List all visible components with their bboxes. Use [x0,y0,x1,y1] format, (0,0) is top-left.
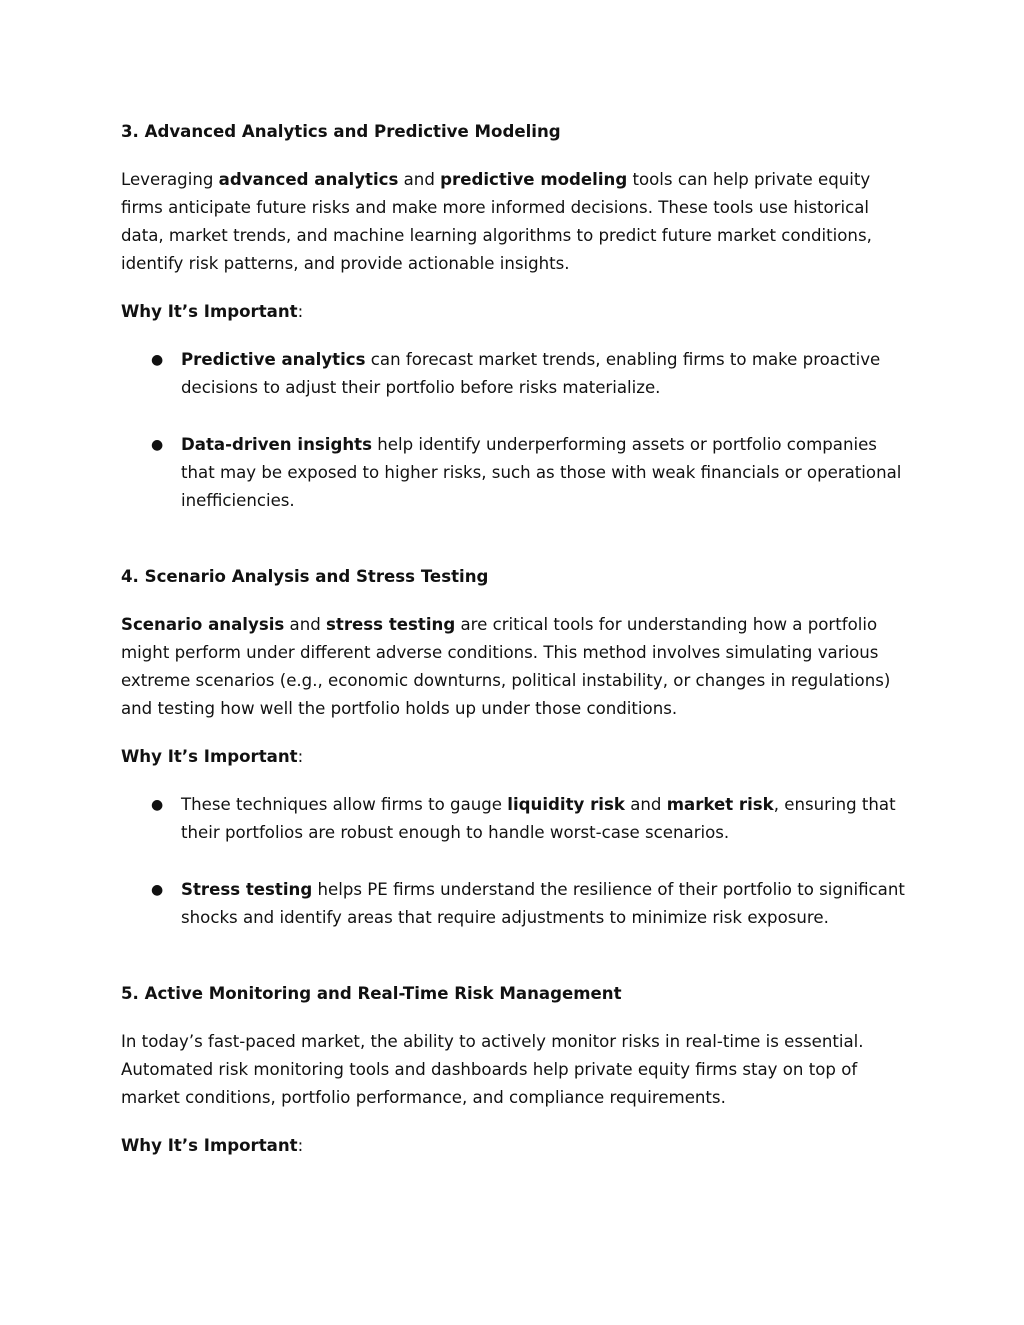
text-run: and [398,170,441,189]
text-run: These techniques allow firms to gauge [181,795,508,814]
bullet-icon: ● [151,797,164,813]
list-item [121,791,911,847]
bullet-icon: ● [151,437,164,453]
why-important-line [121,1132,911,1160]
text-run: are critical tools for understanding how a portfolio might perform under different adverse conditions. This method involves simulating various extreme scenarios (e.g., economic downturns, political instability, or changes in regulations) and testing how well the portfolio holds up under those conditions. [121,615,891,718]
colon: : [297,747,304,766]
bullet-icon: ● [151,352,164,368]
text-run: helps PE firms understand the resilience of their portfolio to significant shocks and identify areas that require adjustments to minimize risk exposure. [181,880,905,927]
why-important-line [121,298,911,326]
text-run: In today’s fast-paced market, the ability to actively monitor risks in real-time is essential. Automated risk monitoring tools and dashboards help private equity firms stay on top of market conditions, portfolio performance, and compliance requirements. [121,1032,864,1107]
text-run: , ensuring that their portfolios are robust enough to handle worst-case scenarios. [181,795,896,842]
why-important-line [121,743,911,771]
list-item-text [181,435,901,510]
section-paragraph [121,1028,911,1112]
list-item-text [181,880,905,927]
text-run: tools can help private equity firms anticipate future risks and make more informed decisions. These tools use historical data, market trends, and machine learning algorithms to predict future market conditions, identify risk patterns, and provide actionable insights. [121,170,872,273]
bullet-icon: ● [151,882,164,898]
list-item [121,431,911,515]
bold-term: Scenario analysis [121,615,285,634]
text-run: help identify underperforming assets or portfolio companies that may be exposed to higher risks, such as those with weak financials or operational inefficiencies. [181,435,902,510]
section-heading: 3. Advanced Analytics and Predictive Modeling [121,122,561,141]
why-important-label: Why It’s Important [121,302,298,321]
text-run: and [624,795,667,814]
bold-term: stress testing [326,615,456,634]
section-heading: 5. Active Monitoring and Real-Time Risk Management [121,984,622,1003]
bold-term: Data-driven insights [181,435,372,454]
list-item [121,346,911,402]
text-run: Leveraging [121,170,219,189]
bold-term: Predictive analytics [181,350,366,369]
bullet-list [121,791,911,932]
colon: : [297,1136,304,1155]
text-run: can forecast market trends, enabling firms to make proactive decisions to adjust their portfolio before risks materialize. [181,350,881,397]
bold-term: Stress testing [181,880,313,899]
list-item-text [181,795,896,842]
bold-term: advanced analytics [218,170,399,189]
bold-term: liquidity risk [507,795,625,814]
bold-term: predictive modeling [440,170,628,189]
list-item-text [181,350,880,397]
section-paragraph [121,611,911,723]
document-page [121,118,911,1160]
why-important-label: Why It’s Important [121,747,298,766]
colon: : [297,302,304,321]
list-item [121,876,911,932]
section-paragraph [121,166,911,278]
why-important-label: Why It’s Important [121,1136,298,1155]
section-heading: 4. Scenario Analysis and Stress Testing [121,567,489,586]
text-run: and [284,615,327,634]
bold-term: market risk [666,795,774,814]
bullet-list [121,346,911,515]
